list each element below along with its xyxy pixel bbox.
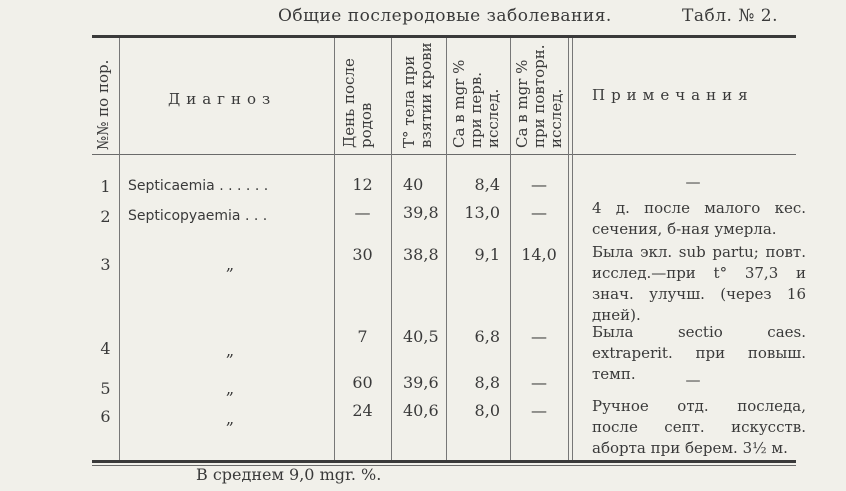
row-day: 12 [352, 175, 373, 194]
row-notes: Была экл. sub partu; повт. исслед.—при t° 37,3 и знач. улучш. (через 16 дней). [592, 243, 806, 324]
header-temperature: T° тела при взятии крови [400, 42, 435, 148]
row-temperature: 40,6 [403, 401, 439, 420]
row-diagnosis: Septicaemia . . . . . . [128, 178, 269, 194]
row-diagnosis: Septicopyaemia . . . [128, 208, 268, 224]
header-day: День после родов [340, 58, 375, 148]
column-divider [391, 38, 392, 460]
row-diagnosis: „ [225, 255, 235, 274]
header-ca-repeat: Ca в mgr % при повторн. исслед. [513, 44, 565, 148]
row-day: 24 [352, 401, 373, 420]
row-day: 30 [352, 245, 373, 264]
row-number: 2 [100, 207, 111, 226]
row-ca-first: 8,0 [474, 401, 500, 420]
table-number: Табл. № 2. [682, 6, 779, 26]
bottom-rule [92, 460, 796, 463]
row-ca-repeat: — [531, 175, 547, 194]
row-number: 3 [100, 255, 111, 274]
row-ca-repeat: 14,0 [521, 245, 557, 264]
row-diagnosis: „ [225, 379, 235, 398]
column-divider [568, 38, 569, 460]
top-rule [92, 35, 796, 38]
row-temperature: 40 [403, 175, 424, 194]
row-number: 1 [100, 177, 111, 196]
row-number: 6 [100, 407, 111, 426]
table-caption: Общие послеродовые заболевания. [278, 6, 612, 26]
row-number: 5 [100, 379, 111, 398]
row-ca-first: 6,8 [474, 327, 500, 346]
row-ca-repeat: — [531, 327, 547, 346]
header-rule [92, 154, 796, 155]
header-diagnosis: Диагноз [168, 90, 277, 108]
header-notes: Примечания [592, 86, 754, 104]
row-ca-repeat: — [531, 401, 547, 420]
row-number: 4 [100, 339, 111, 358]
row-notes: 4 д. после малого кес. сечения, б-ная умерла. [592, 199, 806, 238]
row-day: 60 [352, 373, 373, 392]
row-notes: Ручное отд. последа, после септ. искусств. аборта при берем. 3½ м. [592, 397, 806, 457]
header-number: №№ по пор. [94, 59, 112, 150]
row-notes: — [685, 173, 701, 191]
row-ca-repeat: — [531, 373, 547, 392]
header-ca-first: Ca в mgr % при перв. исслед. [450, 59, 502, 148]
row-temperature: 40,5 [403, 327, 439, 346]
row-notes: Была sectio caes. extraperit. при повыш. темп. [592, 323, 806, 383]
row-ca-repeat: — [531, 203, 547, 222]
row-diagnosis: „ [225, 409, 235, 428]
row-day: 7 [357, 327, 368, 346]
row-temperature: 38,8 [403, 245, 439, 264]
row-day: — [354, 203, 371, 222]
column-divider [119, 38, 120, 460]
row-temperature: 39,6 [403, 373, 439, 392]
row-ca-first: 9,1 [474, 245, 500, 264]
row-temperature: 39,8 [403, 203, 439, 222]
row-diagnosis: „ [225, 341, 235, 360]
average-note: В среднем 9,0 mgr. %. [196, 465, 382, 484]
row-ca-first: 8,4 [474, 175, 500, 194]
row-ca-first: 8,8 [474, 373, 500, 392]
row-notes: — [685, 371, 701, 389]
row-ca-first: 13,0 [464, 203, 500, 222]
column-divider [572, 38, 573, 460]
